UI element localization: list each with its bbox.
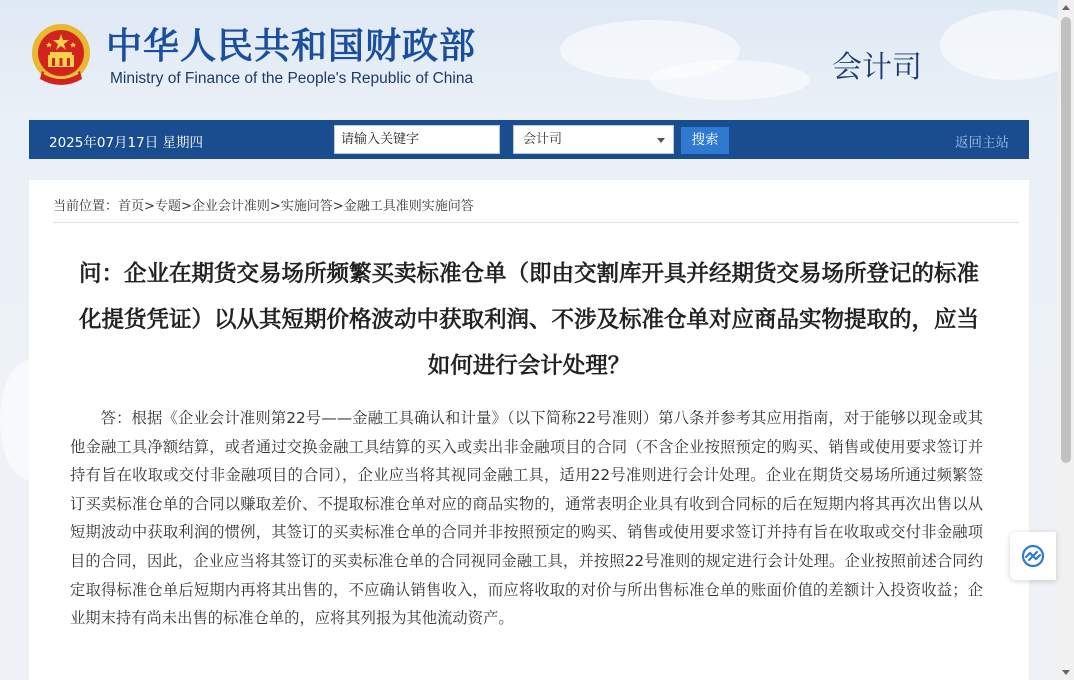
breadcrumb-item-financial-instruments-qa[interactable]: 金融工具准则实施问答 <box>343 199 474 214</box>
scroll-down-arrow-icon[interactable] <box>1058 664 1074 680</box>
return-home-link[interactable]: 返回主站 <box>955 135 1009 151</box>
search-button[interactable]: 搜索 <box>681 127 729 154</box>
breadcrumb-item-home[interactable]: 首页 <box>118 199 145 214</box>
national-emblem-icon <box>30 21 92 89</box>
accessibility-service-button[interactable] <box>1010 532 1056 580</box>
breadcrumb-separator: > <box>332 199 344 214</box>
breadcrumb-separator: > <box>180 199 192 214</box>
current-date: 2025年07月17日 星期四 <box>49 135 204 151</box>
nav-bar <box>29 120 1029 159</box>
site-title[interactable]: 中华人民共和国财政部 <box>106 25 477 67</box>
content-panel <box>29 180 1029 680</box>
breadcrumb-item-implementation-qa[interactable]: 实施问答 <box>280 199 333 214</box>
site-title-english[interactable]: Ministry of Finance of the People's Republic of China <box>110 70 474 87</box>
article-body: 答：根据《企业会计准则第22号——金融工具确认和计量》（以下简称22号准则）第八条并参考其应用指南，对于能够以现金或其他金融工具净额结算，或者通过交换金融工具结算的买入或卖出非金融项目的合同（不含企业按照预定的购买、销售或使用要求签订并持有旨在收取或交付非金融项目的合同），企业应当将其视同金融工具，适用22号准则进行会计处理。企业在期货交易场所通过频繁签订买卖标准仓单的合同以赚取差价、不提取标准仓单对应的商品实物的，通常表明企业具有收到合同标的后在短期内将其再次出售以从短期波动中获取利润的惯例，其签订的买卖标准仓单的合同并非按照预定的购买、销售或使用要求签订并持有旨在收取或交付非金融项目的合同，因此，企业应当将其签订的买卖标准仓单的合同视同金融工具，并按照22号准则的规定进行会计处理。企业按照前述合同约定取得标准仓单后短期内再将其出售的，不应确认销售收入，而应将收取的对价与所出售标准仓单的账面价值的差额计入投资收益；企业期末持有尚未出售的标准仓单的，应将其列报为其他流动资产。 <box>70 409 983 628</box>
breadcrumb-item-topics[interactable]: 专题 <box>154 199 181 214</box>
article-title: 问：企业在期货交易场所频繁买卖标准仓单（即由交割库开具并经期货交易场所登记的标准化提货凭证）以从其短期价格波动中获取利润、不涉及标准仓单对应商品实物提取的，应当如何进行会计处理？ <box>78 261 979 379</box>
breadcrumb <box>53 195 474 214</box>
search-scope-select[interactable] <box>513 125 674 154</box>
chevron-down-icon <box>657 138 665 143</box>
breadcrumb-prefix: 当前位置： <box>53 199 119 214</box>
breadcrumb-separator: > <box>269 199 281 214</box>
breadcrumb-divider <box>53 222 1019 223</box>
breadcrumb-item-accounting-standards[interactable]: 企业会计准则 <box>191 199 270 214</box>
breadcrumb-separator: > <box>144 199 155 214</box>
search-input[interactable] <box>334 125 500 154</box>
scroll-up-arrow-icon[interactable] <box>1058 0 1074 16</box>
scrollbar-thumb[interactable] <box>1061 17 1071 463</box>
search-scope-value: 会计司 <box>523 132 563 147</box>
accessibility-service-icon <box>1021 544 1045 568</box>
page-scrollbar[interactable] <box>1058 0 1074 680</box>
department-name: 会计司 <box>832 50 922 85</box>
